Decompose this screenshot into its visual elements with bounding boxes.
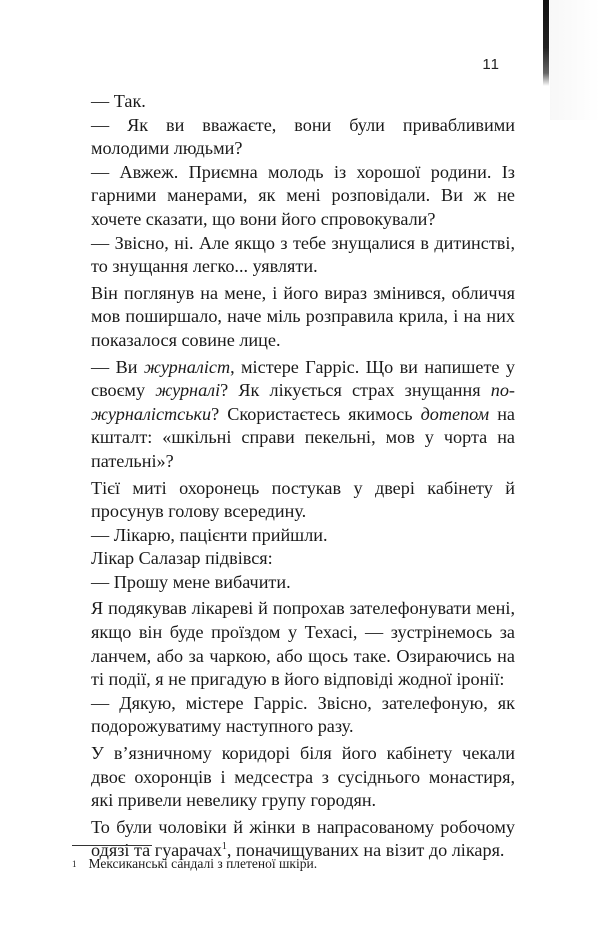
paragraph: Я подякував лікареві й попрохав зателефонувати мені, якщо він буде проїздом у Техасі, — зустрінемось за ланчем, або за чаркою, або щось таке. Озираючись на ті події, я не пригадую в його відповіді жодної іронії: (91, 598, 515, 690)
page-edge-bookmark (543, 0, 549, 86)
footnote-text: Мексиканські сандалі з плетеної шкіри. (88, 856, 318, 871)
paragraph: Тієї миті охоронець постукав у двері кабінету й просунув голову всередину. (91, 477, 515, 522)
paragraph: У в’язничному коридорі біля його кабінету чекали двоє охоронців і медсестра з сусіднього монастиря, які привели невелику групу городян. (91, 743, 515, 811)
paragraph: — Авжеж. Приємна молодь із хорошої родини. Із гарними манерами, як мені розповідали. Ви ж не хочете сказати, що вони його спровокували? (91, 161, 515, 229)
footnote-reference[interactable]: 1 (221, 841, 227, 853)
paragraph-with-emphasis: — Ви журналіст, містере Гарріс. Що ви напишете у своєму журналі? Як лікується страх знущання по-журналістськи? Скористаєтесь якимось дотепом на кшталт: «шкільні справи пекельні, мов у чорта на пательні»? (91, 356, 516, 471)
paragraph: — Так. (91, 91, 146, 111)
paragraph: — Дякую, містере Гарріс. Звісно, зателефоную, як подорожуватиму наступного разу. (91, 692, 515, 737)
paragraph: — Лікарю, пацієнти прийшли. (91, 524, 328, 545)
emphasis-text: дотепом (420, 403, 490, 424)
paragraph: — Прошу мене вибачити. (91, 571, 291, 592)
emphasis-text: журналіст (143, 356, 231, 377)
page-number: 11 (482, 56, 500, 73)
emphasis-text: журналі (155, 380, 221, 401)
body-text (91, 90, 515, 863)
footnote-number: 1 (72, 859, 77, 869)
paragraph-text: , поначищуваних на візит до лікаря. (226, 840, 505, 861)
emphasis-text: по-журналістськи (91, 380, 515, 424)
paragraph: — Звісно, ні. Але якщо з тебе знущалися в дитинстві, то знущання легко... уявляти. (91, 232, 515, 277)
paragraph: — Як ви вважаєте, вони були привабливими молодими людьми? (91, 114, 515, 159)
footnote-divider (72, 845, 152, 846)
page-edge-shade (550, 0, 600, 120)
paragraph: Він поглянув на мене, і його вираз змінився, обличчя мов поширшало, наче міль розправила крила, і на них показалося совине лице. (91, 282, 515, 350)
paragraph-text: То були чоловіки й жінки в напрасованому робочому одязі та гуарачах (91, 816, 515, 861)
paragraph: Лікар Салазар підвівся: (91, 548, 273, 569)
footnote (72, 855, 512, 872)
